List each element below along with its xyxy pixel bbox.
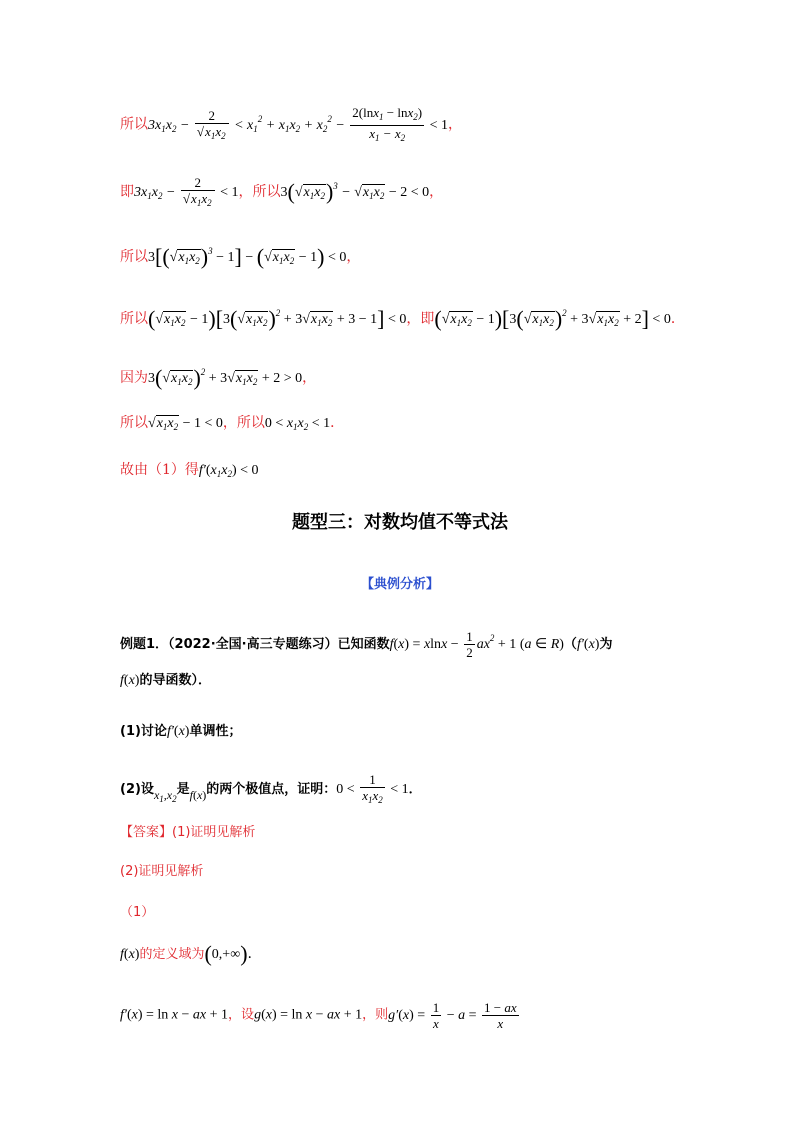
line-5: 因为$3(√x_1x_2)^2 + 3√x_1x_2 + 2 > 0$， bbox=[120, 365, 317, 390]
section-title: 题型三：对数均值不等式法 bbox=[292, 512, 508, 533]
line-1-formula: $3x_1x_2$ − $\frac{2}{√x_1x_2}$ < $x_1^2 + x_1x_2 + x_2^2$ − $\frac{2(\ln x_1 - \ln x_2)}{x_1 - x_2}$ < 1 bbox=[148, 105, 448, 143]
question-1-suffix: 单调性； bbox=[189, 724, 242, 739]
answer-2-line bbox=[120, 861, 203, 882]
question-2-prefix: (2)设 bbox=[120, 782, 154, 798]
line-2-mid: ，所以 bbox=[238, 184, 281, 201]
line-4-mid: ，即 bbox=[406, 311, 435, 327]
g-formula: g(x) = ln x − ax + 1 bbox=[254, 1007, 363, 1023]
g-derivative-formula: g′(x) = $\frac{1}{x}$ − a = $\frac{1 - ax}{x}$ bbox=[388, 1000, 517, 1031]
line-6: 所以$√x_1x_2 - 1 < 0$，所以$0 < x_1x_2 < 1$． bbox=[120, 415, 345, 432]
example-wei: 为 bbox=[599, 637, 613, 652]
line-4-formula-a: $(√x_1x_2 - 1)[3(√x_1x_2)^2 + 3√x_1x_2 + 3 - 1] < 0$ bbox=[148, 306, 407, 331]
question-2-mid1: 是 bbox=[176, 782, 190, 798]
derivative-sep: ，设 bbox=[228, 1007, 255, 1023]
example-line-2-text: 的导函数）． bbox=[139, 673, 211, 688]
domain-interval: (0,+∞) bbox=[204, 941, 248, 966]
example-open: （ bbox=[563, 637, 577, 652]
line-5-formula: $3(√x_1x_2)^2 + 3√x_1x_2 + 2 > 0$ bbox=[148, 365, 303, 390]
derivative-formula: f′(x) = ln x − ax + 1 bbox=[120, 1007, 229, 1023]
line-7-text: 故由（1）得 bbox=[120, 462, 199, 478]
derivative-then: ，则 bbox=[362, 1007, 389, 1023]
example-line-2: f(x)的导函数）． bbox=[120, 673, 211, 688]
line-2-formula-a: $3x_1x_2$ − $\frac{2}{√x_1x_2}$ < 1 bbox=[134, 175, 239, 208]
part-1-line bbox=[120, 902, 154, 923]
line-4-prefix: 所以 bbox=[120, 311, 148, 327]
line-4: 所以$(√x_1x_2 - 1)[3(√x_1x_2)^2 + 3√x_1x_2 + 3 - 1] < 0$，即$(√x_1x_2 - 1)[3(√x_1x_2)^2 + 3√x_1x_2 + 2] < 0$． bbox=[120, 306, 685, 331]
line-3: 所以$3[(√x_1x_2)^3 - 1] - (√x_1x_2 - 1) < 0$， bbox=[120, 244, 361, 269]
part-1: （1） bbox=[120, 905, 155, 920]
question-1: (1)讨论f′(x)单调性； bbox=[120, 724, 242, 739]
answer-label: 【答案】 bbox=[120, 825, 173, 840]
answer-line bbox=[120, 822, 255, 843]
answer-1: (1)证明见解析 bbox=[172, 825, 256, 840]
question-1-prefix: (1)讨论 bbox=[120, 724, 167, 739]
question-2: (2)设$x_1,x_2$是f(x)的两个极值点，证明：0 < $\frac{1}{x_1x_2}$ < 1． bbox=[120, 772, 422, 805]
line-3-prefix: 所以 bbox=[120, 249, 148, 265]
line-6-formula-b: $0 < x_1x_2 < 1$ bbox=[264, 416, 331, 432]
section-subtitle: 【典例分析】 bbox=[360, 577, 439, 592]
example-label: 例题1．（2022·全国·高三专题练习）已知函数 bbox=[120, 637, 390, 652]
derivative-line bbox=[120, 1000, 521, 1031]
line-1: 所以$3x_1x_2$ − $\frac{2}{√x_1x_2}$ < $x_1^2 + x_1x_2 + x_2^2$ − $\frac{2(\ln x_1 - \ln x_2)}{x_1 - x_2}$ < 1， bbox=[120, 105, 462, 143]
line-3-formula: $3[(√x_1x_2)^3 - 1] - (√x_1x_2 - 1) < 0$ bbox=[148, 244, 347, 269]
question-2-mid2: 的两个极值点，证明： bbox=[206, 782, 337, 798]
line-6-formula-a: $√x_1x_2 - 1 < 0$ bbox=[148, 416, 223, 432]
line-6-prefix: 所以 bbox=[120, 415, 148, 431]
question-2-formula: 0 < $\frac{1}{x_1x_2}$ < 1 bbox=[336, 772, 409, 805]
line-4-formula-b: $(√x_1x_2 - 1)[3(√x_1x_2)^2 + 3√x_1x_2 + 2] < 0$ bbox=[434, 306, 671, 331]
line-2-formula-b: $3(√x_1x_2)^3 - √x_1x_2 - 2 < 0$ bbox=[280, 179, 430, 205]
line-6-mid: ，所以 bbox=[222, 415, 265, 431]
line-7-formula: $f'(x_1x_2) < 0$ bbox=[198, 463, 259, 479]
domain-text: 的定义域为 bbox=[139, 947, 205, 962]
line-1-prefix: 所以 bbox=[120, 116, 148, 133]
line-5-prefix: 因为 bbox=[120, 370, 148, 386]
line-7 bbox=[120, 460, 259, 484]
example-line-1: 例题1．（2022·全国·高三专题练习）已知函数f(x) = xlnx − $\frac{1}{2}$ $ax^2 + 1$ (a ∈ R)（f′(x)为 bbox=[120, 629, 613, 661]
example-function: f(x) = xlnx − $\frac{1}{2}$ $ax^2 + 1$ (a ∈ R) bbox=[389, 629, 564, 661]
answer-2: (2)证明见解析 bbox=[120, 864, 204, 879]
domain-line: f(x)的定义域为(0,+∞). bbox=[120, 941, 252, 966]
line-2-prefix: 即 bbox=[120, 184, 134, 201]
line-2: 即$3x_1x_2$ − $\frac{2}{√x_1x_2}$ < 1，所以$3(√x_1x_2)^3 - √x_1x_2 - 2 < 0$， bbox=[120, 175, 444, 208]
